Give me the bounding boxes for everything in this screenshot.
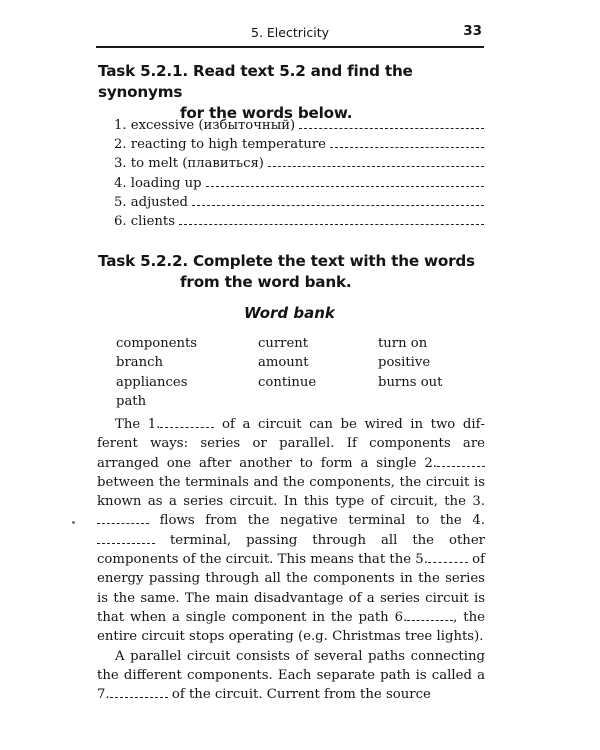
- gap-4[interactable]: [97, 533, 155, 548]
- task-5-2-1-heading: [98, 61, 498, 124]
- word-bank-word: continue: [258, 374, 317, 390]
- list-item-label: 3. to melt (плавиться): [114, 156, 264, 172]
- page-header: [96, 22, 484, 48]
- synonym-list: [114, 116, 484, 231]
- list-item: [114, 135, 484, 154]
- task-5-2-1-title-line1: Task 5.2.1. Read text 5.2 and find the synonyms: [98, 62, 413, 101]
- cloze-paragraph-1: [97, 415, 485, 647]
- gap-2[interactable]: [437, 456, 485, 471]
- scan-dot: [72, 521, 75, 524]
- text-segment: terminal, passing through all the other components of the circuit. This means that the 5.: [97, 532, 485, 568]
- word-bank-word: branch: [116, 355, 163, 371]
- task-5-2-2-title-line2: from the word bank.: [180, 273, 352, 291]
- task-5-2-2-heading: [98, 251, 498, 293]
- answer-blank[interactable]: [330, 135, 484, 148]
- page-number: 33: [463, 23, 482, 39]
- text-segment: The 1.: [115, 417, 161, 432]
- gap-5[interactable]: [428, 552, 468, 567]
- list-item: [114, 193, 484, 212]
- task-5-2-1-title-line2: for the words below.: [180, 104, 353, 122]
- list-item-label: 6. clients: [114, 213, 175, 229]
- list-item-label: 5. adjusted: [114, 194, 188, 210]
- cloze-paragraph-2: [97, 647, 485, 705]
- word-bank-word: current: [258, 336, 309, 351]
- word-bank-column-1: [116, 334, 197, 412]
- word-bank-word: appliances: [116, 374, 188, 390]
- word-bank-word: amount: [258, 355, 309, 371]
- chapter-title: 5. Electricity: [251, 25, 329, 40]
- word-bank-column-3: [378, 334, 442, 392]
- cloze-text: [97, 415, 485, 704]
- list-item: [114, 174, 484, 193]
- gap-6[interactable]: [407, 610, 453, 625]
- answer-blank[interactable]: [268, 154, 484, 167]
- word-bank-title: Word bank: [244, 304, 335, 322]
- text-segment: A parallel circuit consists of several paths connecting the different components. Each separate path is called a 7.: [97, 648, 485, 703]
- answer-blank[interactable]: [192, 193, 484, 206]
- list-item-label: 4. loading up: [114, 175, 202, 191]
- word-bank-word: components: [116, 336, 198, 351]
- answer-blank[interactable]: [206, 174, 484, 187]
- text-segment: flows from the negative terminal to the 4.: [149, 513, 485, 529]
- list-item-label: 1. excessive (избыточный): [114, 118, 296, 133]
- text-segment: of a circuit can be wired in two different ways: series or parallel. If components are arranged one after another to form a single 2.: [97, 417, 485, 471]
- list-item: [114, 154, 484, 173]
- word-bank: [116, 334, 476, 412]
- answer-blank[interactable]: [179, 212, 484, 225]
- text-segment: of energy passing through all the components in the series is the same. The main disadvantage of a series circuit is that when a single component in the path 6.: [97, 552, 486, 625]
- list-item: [114, 116, 484, 135]
- answer-blank[interactable]: [299, 116, 484, 129]
- gap-1[interactable]: [160, 417, 214, 432]
- word-bank-word: burns out: [378, 374, 443, 390]
- word-bank-column-2: [258, 334, 316, 392]
- task-5-2-2-title-line1: Task 5.2.2. Complete the text with the words: [98, 252, 475, 270]
- word-bank-word: positive: [378, 355, 431, 371]
- word-bank-word: turn on: [378, 336, 428, 351]
- text-segment: between the terminals and the components, the circuit is known as a series circuit. In this type of circuit, the 3.: [97, 474, 485, 510]
- text-segment: of the circuit. Current from the source: [167, 687, 431, 703]
- list-item-label: 2. reacting to high temperature: [114, 137, 326, 153]
- text-segment: , the entire circuit stops operating (e.g. Christmas tree lights).: [97, 609, 485, 645]
- gap-7[interactable]: [110, 687, 168, 702]
- list-item: [114, 212, 484, 231]
- word-bank-word: path: [116, 394, 147, 410]
- gap-3[interactable]: [97, 513, 149, 528]
